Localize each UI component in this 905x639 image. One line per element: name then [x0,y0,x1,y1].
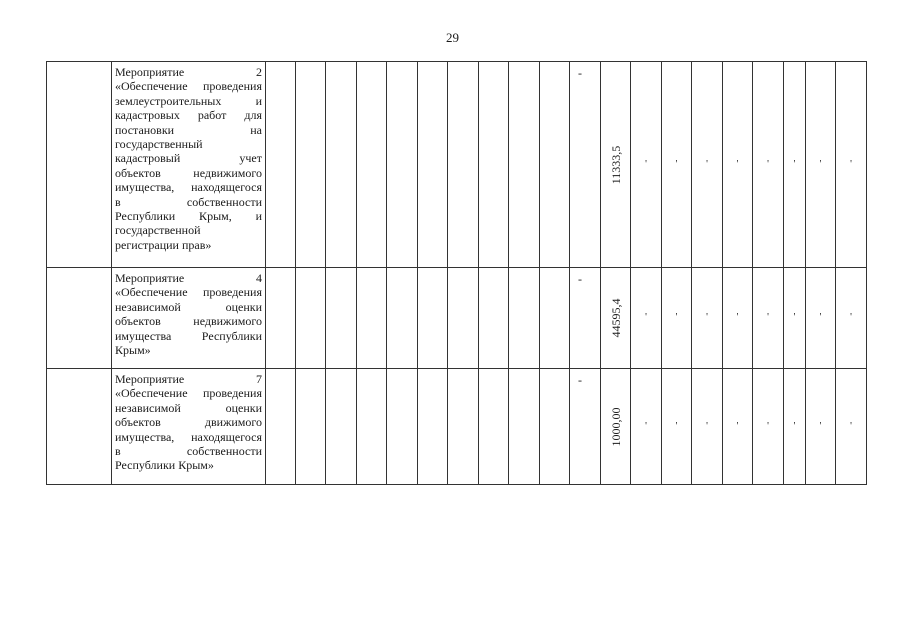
mark-value: ' [819,311,822,323]
mark-cell [723,369,753,485]
empty-cell [387,62,418,268]
measure-description-line: имущества, находящегося [115,180,262,195]
mark-value: ' [706,420,708,432]
mark-cell [784,62,806,268]
empty-cell [326,268,357,369]
measure-description-line: Мероприятие 2 [115,65,262,79]
mark-value: ' [645,158,647,170]
measure-description-line: независимой оценки [115,299,262,314]
row-number-cell [47,268,112,369]
mark-value: ' [767,158,769,170]
page-number: 29 [446,30,459,45]
mark-value: ' [850,311,852,323]
empty-cell [387,268,418,369]
empty-cell [296,369,326,485]
measure-description-line: объектов недвижимого [115,314,262,329]
measure-description-line: «Обеспечение проведения [115,285,262,300]
mark-cell [723,268,753,369]
measure-description-line: землеустроительных и [115,93,262,108]
dash-cell [570,62,601,268]
measure-description-line: Мероприятие 7 [115,372,262,386]
measure-description-line: Мероприятие 4 [115,271,262,285]
mark-cell [631,268,662,369]
empty-cell [326,62,357,268]
mark-cell [753,62,784,268]
dash-mark: - [578,66,582,80]
mark-cell [753,268,784,369]
dash-cell [570,268,601,369]
mark-value: ' [850,158,852,170]
empty-cell [540,369,570,485]
measure-description-line: кадастровых работ для [115,108,262,123]
mark-cell [631,62,662,268]
mark-value: ' [736,311,739,323]
empty-cell [357,268,387,369]
measure-description-line: Республики Крым, и [115,209,262,224]
mark-value: ' [819,420,822,432]
empty-cell [326,369,357,485]
mark-cell [806,369,836,485]
measure-description-line: имущества, находящегося [115,429,262,444]
mark-cell [662,369,692,485]
empty-cell [418,369,448,485]
dash-mark: - [578,373,582,387]
empty-cell [479,369,509,485]
measure-description-cell [112,62,266,268]
mark-value: ' [736,158,739,170]
empty-cell [296,268,326,369]
row-number-cell [47,369,112,485]
empty-cell [540,268,570,369]
empty-cell [540,62,570,268]
empty-cell [448,62,479,268]
mark-value: ' [675,158,678,170]
measure-description-line: государственной [115,223,201,238]
mark-value: ' [645,311,647,323]
table-row [47,62,867,268]
amount-cell [601,369,631,485]
empty-cell [357,369,387,485]
measure-description-line: Крым» [115,343,151,358]
measures-table [46,61,867,485]
amount-value: 1000,00 [608,407,623,446]
mark-cell [806,62,836,268]
mark-value: ' [793,311,796,323]
mark-cell [662,62,692,268]
table-row [47,369,867,485]
mark-value: ' [793,158,796,170]
mark-cell [723,62,753,268]
measure-description-cell [112,369,266,485]
mark-value: ' [736,420,739,432]
mark-value: ' [850,420,852,432]
measure-description-line: имущества Республики [115,328,262,343]
mark-value: ' [767,311,769,323]
empty-cell [448,369,479,485]
amount-value: 11333,5 [608,145,623,184]
mark-cell [836,268,867,369]
measure-description-cell [112,268,266,369]
measure-description-line: объектов недвижимого [115,165,262,180]
mark-value: ' [767,420,769,432]
empty-cell [296,62,326,268]
mark-cell [692,369,723,485]
table-row [47,268,867,369]
measure-description-line: в собственности [115,444,262,459]
amount-cell [601,268,631,369]
dash-cell [570,369,601,485]
empty-cell [479,268,509,369]
measure-description-line: регистрации прав» [115,237,212,252]
empty-cell [357,62,387,268]
mark-value: ' [706,158,708,170]
mark-cell [662,268,692,369]
empty-cell [479,62,509,268]
empty-cell [266,268,296,369]
mark-cell [753,369,784,485]
empty-cell [509,62,540,268]
measure-description-line: «Обеспечение проведения [115,386,262,401]
mark-cell [784,268,806,369]
row-number-cell [47,62,112,268]
mark-cell [692,62,723,268]
empty-cell [509,369,540,485]
mark-value: ' [675,311,678,323]
empty-cell [387,369,418,485]
mark-value: ' [645,420,647,432]
empty-cell [509,268,540,369]
mark-value: ' [706,311,708,323]
empty-cell [418,268,448,369]
measure-description-line: государственный [115,137,203,152]
amount-cell [601,62,631,268]
empty-cell [418,62,448,268]
measure-description-line: кадастровый учет [115,151,262,166]
mark-cell [836,369,867,485]
mark-value: ' [819,158,822,170]
measure-description-line: независимой оценки [115,400,262,415]
mark-cell [806,268,836,369]
empty-cell [448,268,479,369]
empty-cell [266,369,296,485]
mark-cell [692,268,723,369]
mark-cell [631,369,662,485]
measure-description-line: объектов движимого [115,415,262,430]
measure-description-line: Республики Крым» [115,458,214,473]
measure-description-line: «Обеспечение проведения [115,79,262,94]
mark-value: ' [793,420,796,432]
mark-cell [784,369,806,485]
empty-cell [266,62,296,268]
mark-cell [836,62,867,268]
measure-description-line: постановки на [115,122,262,137]
measure-description-line: в собственности [115,194,262,209]
mark-value: ' [675,420,678,432]
amount-value: 44595,4 [608,298,623,338]
dash-mark: - [578,272,582,286]
